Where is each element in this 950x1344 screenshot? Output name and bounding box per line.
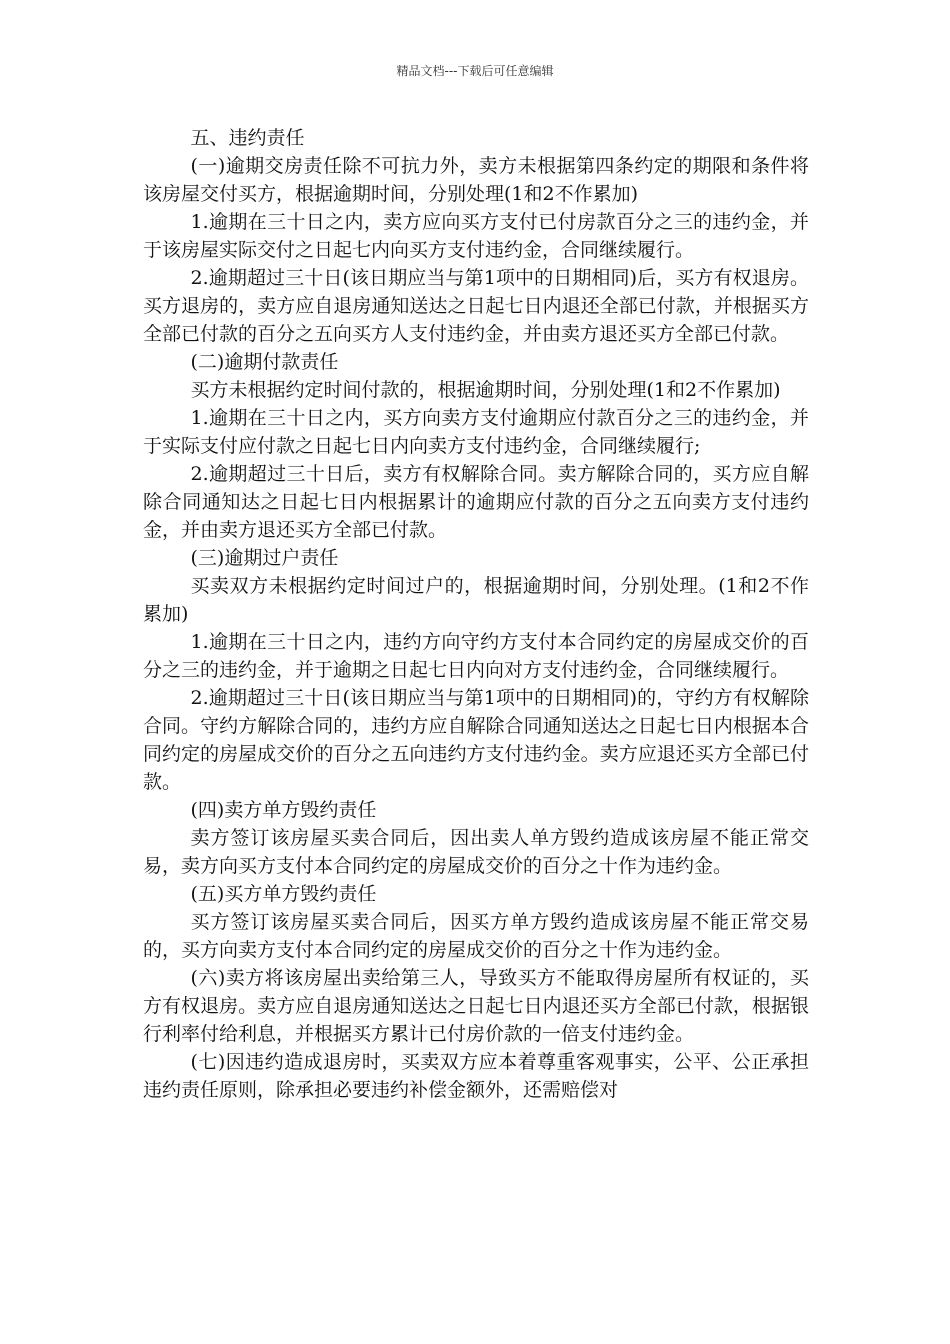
document-body bbox=[143, 124, 809, 1104]
paragraph: 2.逾期超过三十日(该日期应当与第1项中的日期相同)的，守约方有权解除合同。守约方解除合同的，违约方应自解除合同通知送达之日起七日内根据本合同约定的房屋成交价的百分之五向违约方支付违约金。卖方应退还买方全部已付款。 bbox=[143, 687, 809, 793]
section-title: 五、违约责任 bbox=[190, 127, 305, 149]
paragraph: 2.逾期超过三十日后，卖方有权解除合同。卖方解除合同的，买方应自解除合同通知达之日起七日内根据累计的逾期应付款的百分之五向卖方支付违约金，并由卖方退还买方全部已付款。 bbox=[143, 463, 809, 541]
paragraph: (一)逾期交房责任除不可抗力外，卖方未根据第四条约定的期限和条件将该房屋交付买方，根据逾期时间，分别处理(1和2不作累加) bbox=[143, 155, 809, 205]
paragraph: 卖方签订该房屋买卖合同后，因出卖人单方毁约造成该房屋不能正常交易，卖方向买方支付本合同约定的房屋成交价的百分之十作为违约金。 bbox=[143, 827, 809, 877]
paragraph: 1.逾期在三十日之内，违约方向守约方支付本合同约定的房屋成交价的百分之三的违约金，并于逾期之日起七日内向对方支付违约金，合同继续履行。 bbox=[143, 631, 809, 681]
subsection-heading: (二)逾期付款责任 bbox=[190, 351, 339, 373]
paragraph: 买方签订该房屋买卖合同后，因买方单方毁约造成该房屋不能正常交易的，买方向卖方支付本合同约定的房屋成交价的百分之十作为违约金。 bbox=[143, 911, 809, 961]
paragraph: 1.逾期在三十日之内，买方向卖方支付逾期应付款百分之三的违约金，并于实际支付应付款之日起七日内向卖方支付违约金，合同继续履行; bbox=[143, 407, 809, 457]
paragraph: 2.逾期超过三十日(该日期应当与第1项中的日期相同)后，买方有权退房。买方退房的，卖方应自退房通知送达之日起七日内退还全部已付款，并根据买方全部已付款的百分之五向买方人支付违约金，并由卖方退还买方全部已付款。 bbox=[143, 267, 809, 345]
paragraph: (七)因违约造成退房时，买卖双方应本着尊重客观事实，公平、公正承担违约责任原则，除承担必要违约补偿金额外，还需赔偿对 bbox=[143, 1051, 809, 1101]
paragraph: (六)卖方将该房屋出卖给第三人，导致买方不能取得房屋所有权证的，买方有权退房。卖方应自退房通知送达之日起七日内退还买方全部已付款，根据银行利率付给利息，并根据买方累计已付房价款的一倍支付违约金。 bbox=[143, 967, 809, 1045]
paragraph: 买方未根据约定时间付款的，根据逾期时间，分别处理(1和2不作累加) bbox=[190, 379, 781, 401]
page-header: 精品文档---下载后可任意编辑 bbox=[396, 64, 554, 78]
subsection-heading: (五)买方单方毁约责任 bbox=[190, 883, 377, 905]
paragraph: 买卖双方未根据约定时间过户的，根据逾期时间，分别处理。(1和2不作累加) bbox=[143, 575, 809, 625]
paragraph: 1.逾期在三十日之内，卖方应向买方支付已付房款百分之三的违约金，并于该房屋实际交付之日起七内向买方支付违约金，合同继续履行。 bbox=[143, 211, 809, 261]
subsection-heading: (三)逾期过户责任 bbox=[190, 547, 339, 569]
subsection-heading: (四)卖方单方毁约责任 bbox=[190, 799, 377, 821]
